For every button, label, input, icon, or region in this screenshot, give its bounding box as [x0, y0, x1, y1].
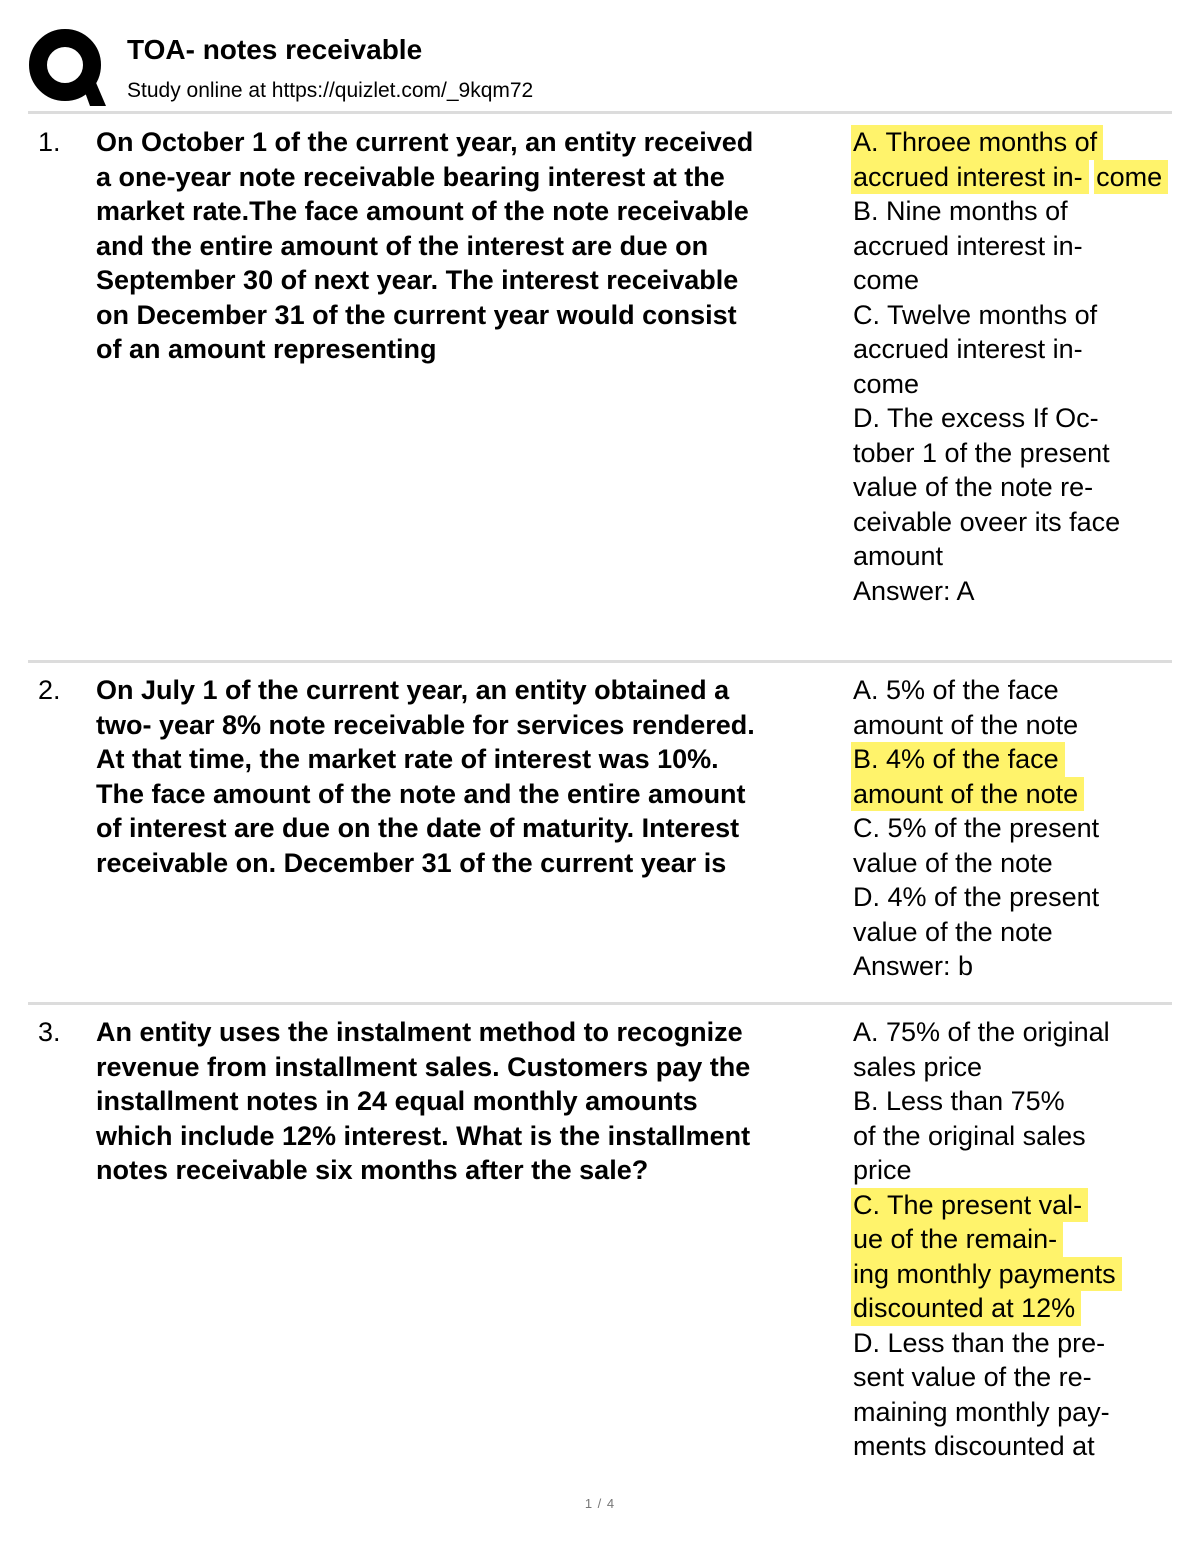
- answer-line: ments discounted at: [853, 1431, 1095, 1461]
- answer-line: accrued interest in-: [853, 334, 1083, 364]
- question-line: September 30 of next year. The interest receivable: [96, 265, 739, 295]
- answer-line: tober 1 of the present: [853, 437, 1110, 468]
- answer-line: sales price: [853, 1051, 983, 1082]
- answer-line-highlighted: discounted at 12%: [851, 1291, 1081, 1326]
- answer-line: amount of the note: [853, 709, 1079, 740]
- answer-line: price: [853, 1155, 912, 1185]
- page-header: [28, 28, 1172, 108]
- page-title: TOA- notes receivable: [127, 34, 423, 65]
- answer-choices: [853, 1015, 1171, 1464]
- answer-line: come: [853, 265, 920, 295]
- question-line: At that time, the market rate of interest was 10%.: [96, 744, 719, 774]
- answer-key: Answer: A: [853, 575, 975, 606]
- question-line: The face amount of the note and the entire amount: [96, 778, 746, 809]
- answer-line: maining monthly pay-: [853, 1396, 1110, 1427]
- study-online-link[interactable]: Study online at https://quizlet.com/_9kqm72: [127, 79, 534, 102]
- answer-line-highlighted: C. The present val-: [851, 1188, 1088, 1223]
- question-line: and the entire amount of the interest are due on: [96, 230, 709, 261]
- answer-line-highlighted: ing monthly payments: [851, 1257, 1122, 1292]
- question-text: [96, 673, 848, 880]
- answer-line-highlighted: B. 4% of the face: [851, 742, 1065, 777]
- question-line: On October 1 of the current year, an entity received: [96, 127, 754, 157]
- answer-line: sent value of the re-: [853, 1362, 1092, 1392]
- question-divider: [28, 1002, 1172, 1005]
- question-line: on December 31 of the current year would consist: [96, 299, 737, 330]
- answer-line: A. 75% of the original: [853, 1017, 1110, 1047]
- answer-line: D. The excess If Oc-: [853, 403, 1099, 433]
- question-line: two- year 8% note receivable for services rendered.: [96, 709, 755, 740]
- answer-choices: [853, 125, 1171, 608]
- question-number: 2.: [38, 675, 61, 705]
- answer-choices: [853, 673, 1171, 984]
- question-line: On July 1 of the current year, an entity obtained a: [96, 675, 730, 705]
- page-indicator: 1 / 4: [584, 1496, 616, 1511]
- answer-line-highlighted: A. Throee months of: [851, 125, 1103, 160]
- answer-line: C. Twelve months of: [853, 299, 1098, 330]
- question-text: [96, 125, 848, 367]
- question-line: notes receivable six months after the sale?: [96, 1155, 649, 1185]
- answer-line: of the original sales: [853, 1120, 1086, 1151]
- answer-line: amount: [853, 541, 944, 571]
- answer-line: value of the note: [853, 916, 1053, 947]
- answer-line: value of the note re-: [853, 472, 1094, 502]
- question-line: revenue from installment sales. Customers pay the: [96, 1051, 751, 1082]
- question-line: which include 12% interest. What is the installment: [96, 1120, 751, 1151]
- answer-key: Answer: b: [853, 951, 974, 981]
- answer-line: accrued interest in-: [853, 230, 1083, 261]
- question-line: market rate.The face amount of the note receivable: [96, 196, 749, 226]
- quizlet-q-logo-icon: [28, 28, 106, 106]
- answer-line-highlighted: come: [1094, 160, 1168, 195]
- answer-line-highlighted: amount of the note: [851, 777, 1084, 812]
- question-line: a one-year note receivable bearing interest at the: [96, 161, 725, 192]
- answer-line: ceivable oveer its face: [853, 506, 1121, 537]
- answer-line: D. 4% of the present: [853, 882, 1100, 912]
- question-text: [96, 1015, 848, 1188]
- question-line: of an amount representing: [96, 334, 437, 364]
- answer-line: A. 5% of the face: [853, 675, 1059, 705]
- question-line: receivable on. December 31 of the current year is: [96, 847, 727, 878]
- answer-line: B. Less than 75%: [853, 1086, 1065, 1116]
- question-divider: [28, 660, 1172, 663]
- question-number: 1.: [38, 127, 61, 157]
- answer-line-highlighted: ue of the remain-: [851, 1222, 1063, 1257]
- answer-line: B. Nine months of: [853, 196, 1068, 226]
- answer-line: C. 5% of the present: [853, 813, 1100, 843]
- question-line: installment notes in 24 equal monthly amounts: [96, 1086, 698, 1116]
- question-line: of interest are due on the date of maturity. Interest: [96, 813, 740, 843]
- answer-line: value of the note: [853, 847, 1053, 878]
- header-divider: [28, 111, 1172, 114]
- answer-line: come: [853, 368, 920, 399]
- question-line: An entity uses the instalment method to recognize: [96, 1017, 743, 1047]
- answer-line-highlighted: accrued interest in-: [851, 160, 1089, 195]
- answer-line: D. Less than the pre-: [853, 1327, 1106, 1358]
- question-number: 3.: [38, 1017, 61, 1047]
